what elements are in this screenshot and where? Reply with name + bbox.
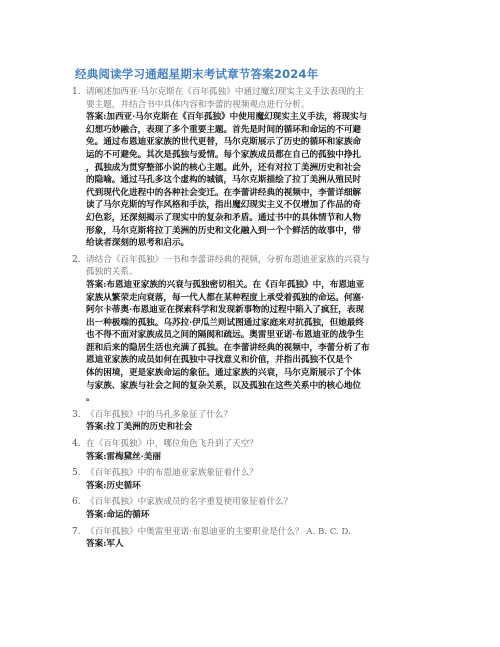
question-text [86, 467, 436, 480]
question-line: 请结合《百年孤独》一书和李蕾讲经典的视频，分析布恩迪亚家族的兴衰与 [86, 254, 370, 265]
answer-line: 与家族、家族与社会之间的复杂关系，以及孤独在这些关系中的核心地位 [86, 380, 362, 391]
answer-line: 给读者深刻的思考和启示。 [86, 238, 190, 249]
question-number: 3. [72, 409, 81, 420]
answer-text [86, 279, 436, 405]
question-line: 《百年孤独》中的布恩迪亚家族象征着什么？ [86, 468, 258, 479]
answer-line: 免。通过布恩迪亚家族的世代更替，马尔克斯展示了历史的循环和家族命 [86, 137, 362, 148]
question-item [72, 438, 436, 463]
answer-line: 出一种极端的孤独。乌苏拉·伊瓜兰则试图通过家庭来对抗孤独，但她最终 [86, 317, 364, 328]
page-title: 经典阅读学习通超星期末考试章节答案2024年 [75, 67, 319, 81]
question-number: 2. [72, 254, 81, 265]
answer-text [86, 509, 436, 522]
answer-line: 恩迪亚家族的成员如何在孤独中寻找意义和价值，并指出孤独不仅是个 [86, 355, 353, 366]
question-text [86, 409, 436, 422]
answer-line: 涯和后来的隐居生活也充满了孤独。在李蕾讲经典的视频中，李蕾分析了布 [86, 342, 370, 353]
answer-line: 答案:命运的循环 [86, 510, 150, 520]
question-item [72, 254, 436, 405]
answer-line: 答案:雷梅黛丝·美丽 [86, 451, 161, 462]
question-text [86, 438, 436, 451]
answer-line: 答案:加西亚·马尔克斯在《百年孤独》中使用魔幻现实主义手法，将现实与 [86, 112, 368, 123]
question-line: 《百年孤独》中的马孔多象征了什么？ [86, 409, 233, 420]
question-number: 1. [72, 87, 81, 97]
answer-line: 代到现代化进程中的各种社会变迁。在李蕾讲经典的视频中，李蕾详细解 [86, 187, 362, 198]
question-line: 在《百年孤独》中，哪位角色飞升到了天空？ [86, 439, 258, 450]
answer-line: ，孤独成为贯穿整部小说的核心主题。此外，还有对拉丁美洲历史和社会 [86, 162, 362, 173]
question-line: 《百年孤独》中家族成员的名字重复使用象征着什么？ [86, 497, 293, 508]
answer-line: 阿尔卡蒂奥·布恩迪亚在探索科学和发现新事物的过程中陷入了疯狂，表现 [86, 305, 364, 316]
answer-text [86, 480, 436, 493]
question-number: 4. [72, 439, 81, 450]
answer-line: 。 [86, 393, 95, 404]
question-line: 请阐述加西亚·马尔克斯在《百年孤独》中通过魔幻现实主义手法表现的主 [86, 87, 364, 97]
question-number: 5. [72, 468, 81, 479]
question-item [72, 496, 436, 521]
answer-line: 答案:历史循环 [86, 480, 141, 491]
question-line: 孤独的关系。 [86, 267, 138, 278]
answer-line: 幻色彩，还深刻揭示了现实中的复杂和矛盾。通过书中的具体情节和人物 [86, 212, 362, 223]
answer-text [86, 451, 436, 464]
answer-line: 运的不可避免。其次是孤独与爱情。每个家族成员都在自己的孤独中挣扎 [86, 149, 362, 160]
answer-text [86, 538, 436, 551]
question-line: 要主题，并结合书中具体内容和李蕾的视频观点进行分析。 [86, 99, 310, 110]
question-list [72, 86, 436, 555]
answer-line: 家族从繁荣走向衰落，每一代人都在某种程度上承受着孤独的命运。何塞· [86, 292, 364, 303]
question-text [86, 86, 436, 111]
answer-line: 幻想巧妙融合，表现了多个重要主题。首先是时间的循环和命运的不可避 [86, 124, 362, 135]
question-number: 7. [72, 526, 81, 537]
answer-line: 体的困境，更是家族命运的象征。通过家族的兴衰，马尔克斯展示了个体 [86, 368, 362, 379]
answer-line: 答案:拉丁美洲的历史和社会 [86, 422, 193, 433]
question-item [72, 86, 436, 250]
question-item [72, 467, 436, 492]
answer-text [86, 421, 436, 434]
question-text [86, 496, 436, 509]
question-item [72, 526, 436, 551]
question-line: 《百年孤独》中奥雷里亚诺·布恩迪亚的主要职业是什么？ A. B. C. D. [86, 526, 351, 537]
answer-line: 形象，马尔克斯将拉丁美洲的历史和文化融入到一个个鲜活的故事中，带 [86, 225, 362, 236]
question-number: 6. [72, 497, 81, 508]
answer-line: 的隐喻。通过马孔多这个虚构的城镇，马尔克斯描绘了拉丁美洲从殖民时 [86, 175, 362, 186]
answer-text [86, 111, 436, 250]
answer-line: 读了马尔克斯的写作风格和手法，指出魔幻现实主义不仅增加了作品的奇 [86, 200, 362, 211]
question-text [86, 526, 436, 539]
question-text [86, 254, 436, 279]
question-item [72, 409, 436, 434]
answer-line: 答案:军人 [86, 539, 124, 550]
answer-line: 也不得不面对家族成员之间的隔阂和疏远。奥雷里亚诺·布恩迪亚的战争生 [86, 330, 364, 341]
answer-line: 答案:布恩迪亚家族的兴衰与孤独密切相关。在《百年孤独》中，布恩迪亚 [86, 279, 365, 290]
